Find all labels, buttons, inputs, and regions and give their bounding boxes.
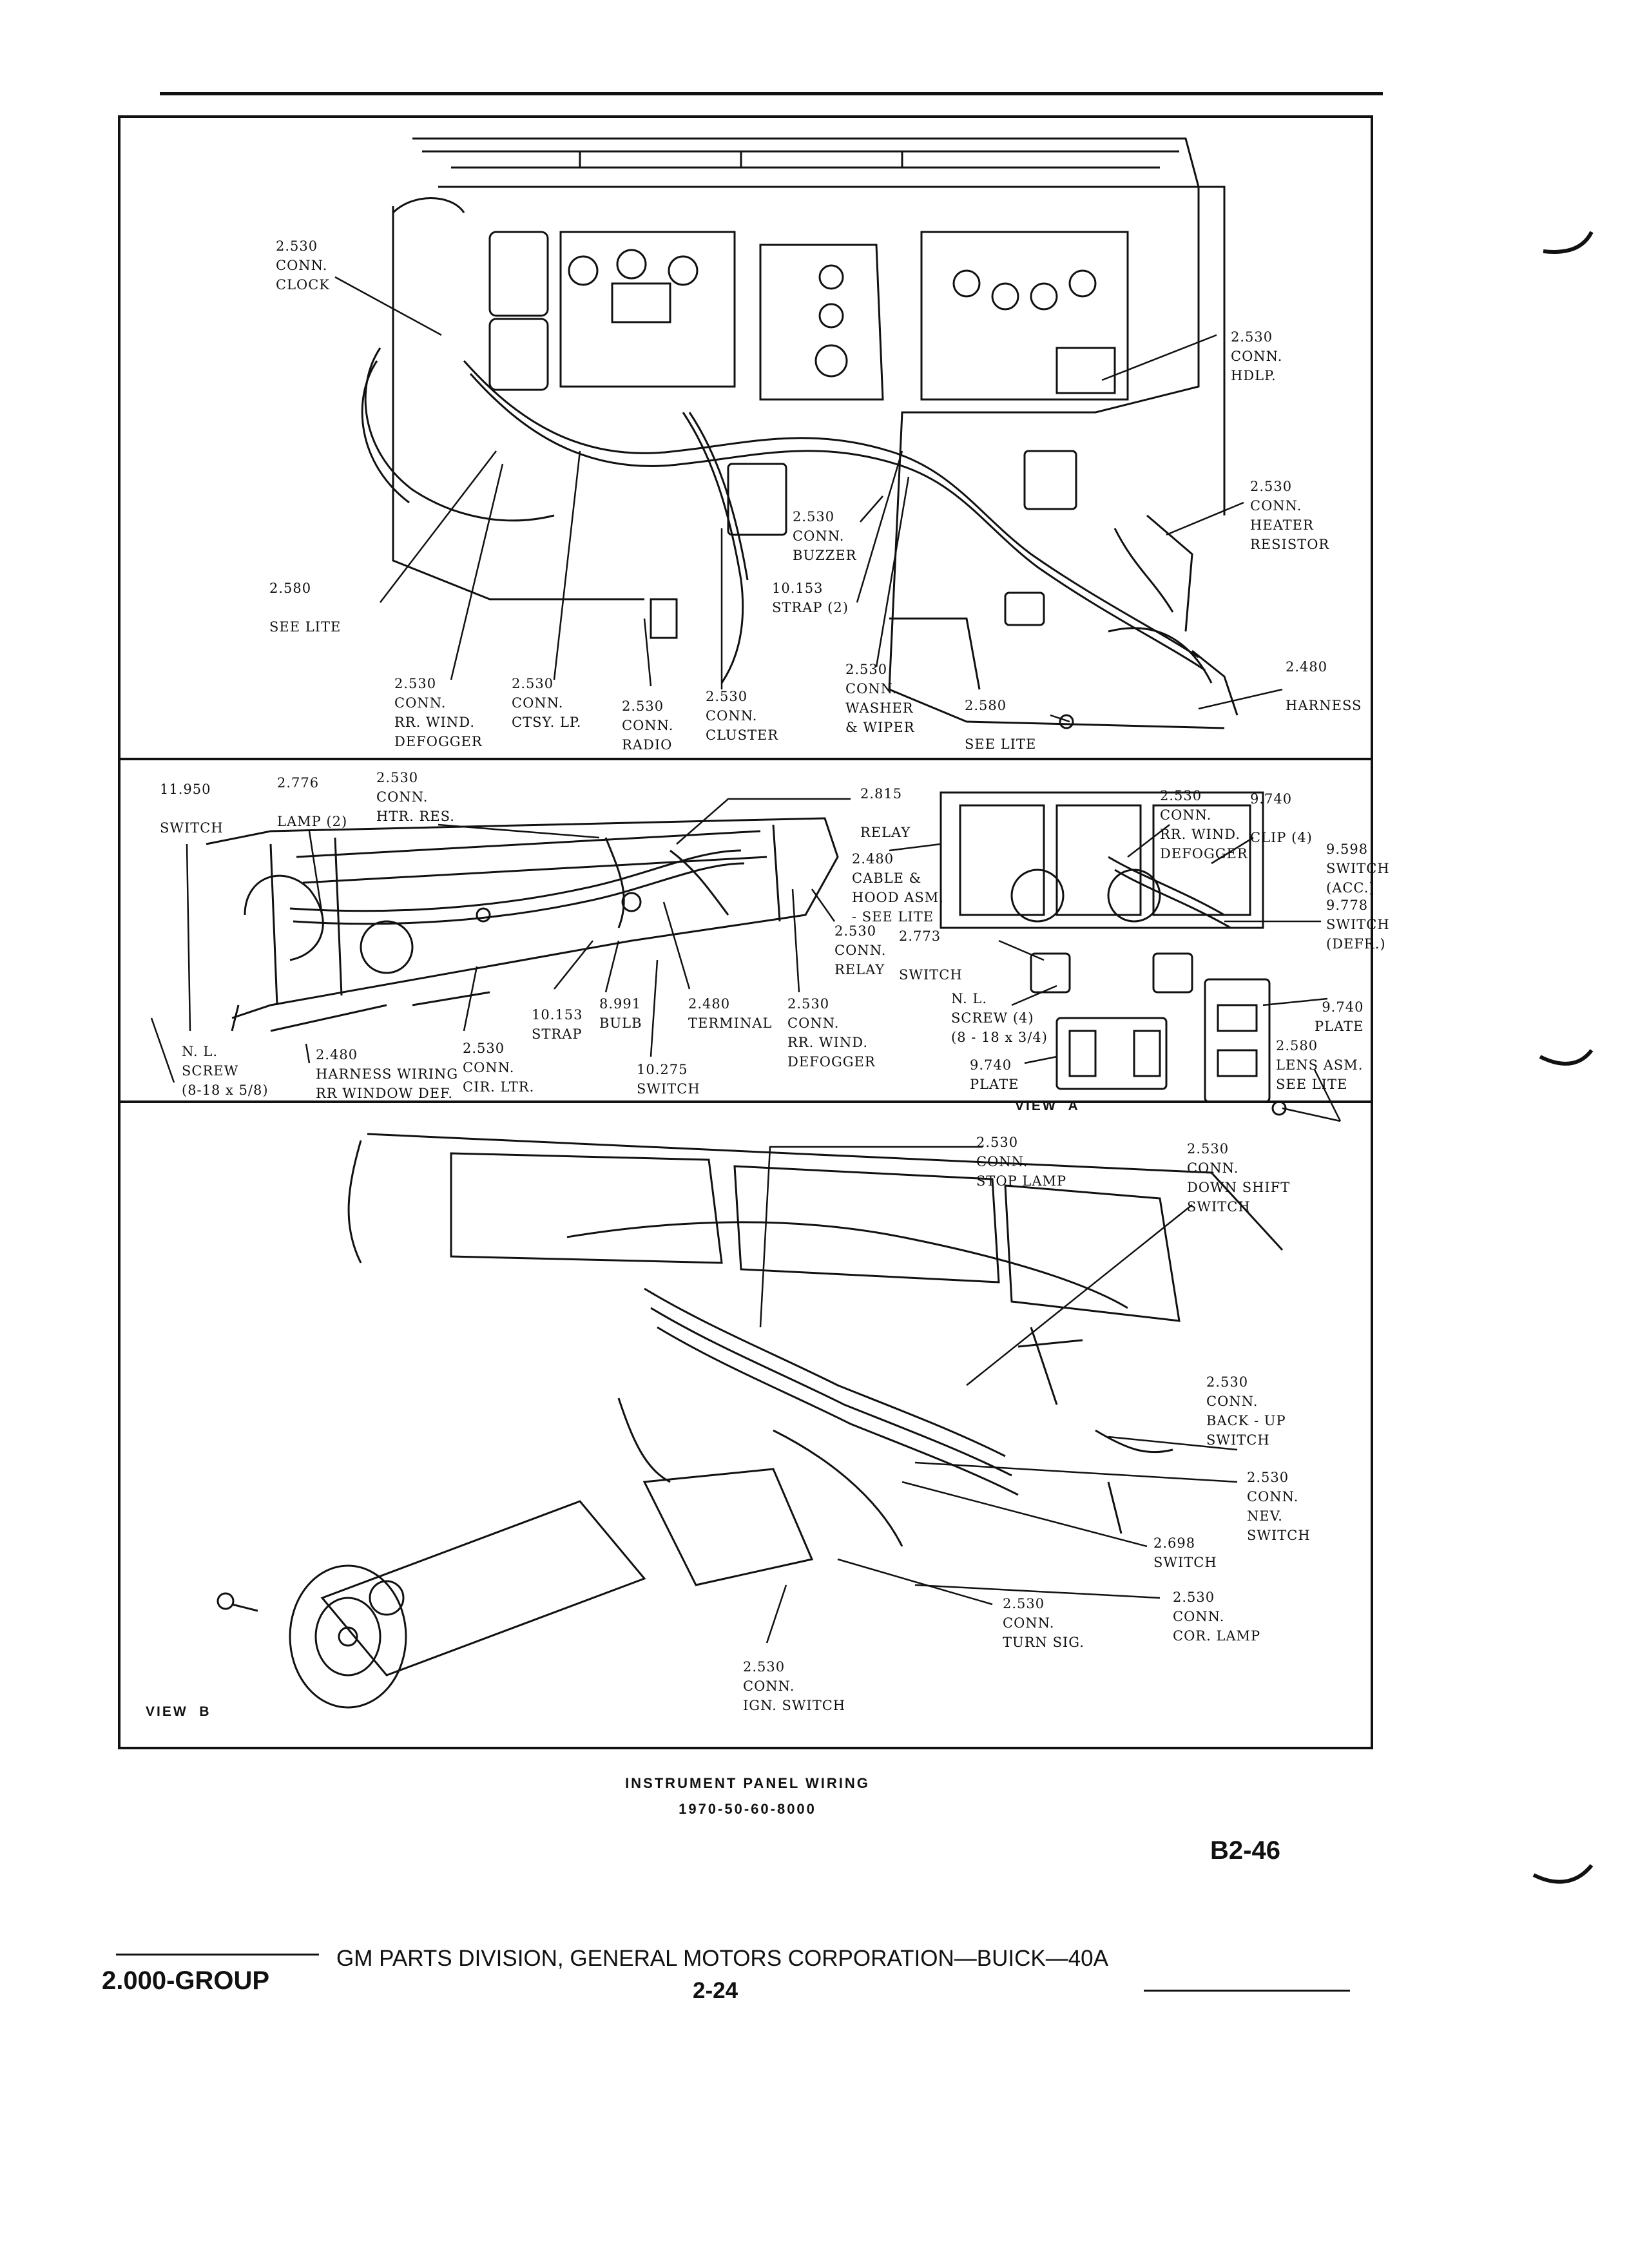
label-bulb: 8.991 BULB	[599, 996, 642, 1031]
label-harness: 2.480 HARNESS	[1286, 659, 1362, 713]
label-conn-back-up: 2.530 CONN. BACK - UP SWITCH	[1206, 1374, 1286, 1448]
label-relay-2815: 2.815 RELAY	[860, 786, 911, 840]
label-conn-nev-switch: 2.530 CONN. NEV. SWITCH	[1247, 1470, 1311, 1543]
label-cable-hood-asm: 2.480 CABLE & HOOD ASM. - SEE LITE	[852, 851, 944, 925]
label-switch-2773: 2.773 SWITCH	[899, 928, 963, 983]
footer-rule-left	[116, 1954, 319, 1956]
label-clip-4: 9.740	[1250, 791, 1293, 807]
label-plate-1: 9.740 PLATE	[970, 1057, 1019, 1092]
label-see-lite-2: 2.580 SEE LITE	[965, 698, 1037, 752]
label-nl-screw-1: N. L. SCREW (8-18 x 5/8)	[182, 1044, 269, 1098]
footer-company: GM PARTS DIVISION, GENERAL MOTORS CORPORATION—BUICK—40A	[336, 1946, 1108, 1971]
label-conn-rr-wind-defogger-2: 2.530 CONN. RR. WIND. DEFOGGER	[787, 996, 876, 1070]
label-see-lite-1: 2.580 SEE LITE	[269, 581, 342, 635]
label-lamp-2: 2.776 LAMP (2)	[277, 775, 348, 829]
label-conn-radio: 2.530 CONN. RADIO	[622, 698, 674, 753]
label-nl-screw-4: N. L. SCREW (4) (8 - 18 x 3/4)	[951, 991, 1048, 1045]
label-conn-cor-lamp: 2.530 CONN. COR. LAMP	[1173, 1590, 1261, 1644]
page-code: B2-46	[1210, 1836, 1280, 1865]
label-conn-cluster: 2.530 CONN. CLUSTER	[706, 689, 779, 743]
label-conn-heater-resistor: 2.530 CONN. HEATER RESISTOR	[1250, 479, 1330, 552]
label-conn-buzzer: 2.530 CONN. BUZZER	[793, 509, 857, 563]
label-clip-4-text: CLIP (4)	[1250, 830, 1313, 845]
footer-group: 2.000-GROUP	[102, 1966, 270, 1995]
label-lens-asm: 2.580 LENS ASM. SEE LITE	[1276, 1038, 1364, 1092]
figure-subtitle: 1970-50-60-8000	[679, 1801, 816, 1817]
label-switch-10275: 10.275 SWITCH	[637, 1062, 700, 1097]
label-view-a: VIEW A	[1015, 1099, 1080, 1113]
label-conn-clock: 2.530 CONN. CLOCK	[276, 238, 330, 293]
label-conn-relay: 2.530 CONN. RELAY	[834, 923, 887, 977]
label-switch-defr: 9.778 SWITCH (DEFR.)	[1326, 898, 1390, 952]
figure-title: INSTRUMENT PANEL WIRING	[625, 1775, 870, 1791]
label-conn-turn-sig: 2.530 CONN. TURN SIG.	[1003, 1596, 1084, 1650]
label-conn-rr-wind-defogger: 2.530 CONN. RR. WIND. DEFOGGER	[394, 676, 483, 749]
label-conn-htr-res: 2.530 CONN. HTR. RES.	[376, 770, 455, 824]
label-conn-down-shift: 2.530 CONN. DOWN SHIFT SWITCH	[1187, 1141, 1291, 1215]
label-conn-washer-wiper: 2.530 CONN. WASHER & WIPER	[845, 662, 915, 735]
label-view-b: VIEW B	[146, 1704, 211, 1719]
label-harness-wiring: 2.480 HARNESS WIRING RR WINDOW DEF.	[316, 1047, 459, 1101]
label-conn-hdlp: 2.530 CONN. HDLP.	[1231, 329, 1283, 383]
label-terminal: 2.480 TERMINAL	[688, 996, 773, 1031]
footer-page-number: 2-24	[693, 1978, 738, 2003]
label-conn-ign-switch: 2.530 CONN. IGN. SWITCH	[743, 1659, 846, 1713]
label-switch-2698: 2.698 SWITCH	[1153, 1535, 1217, 1570]
label-conn-stop-lamp: 2.530 CONN. STOP LAMP	[976, 1135, 1067, 1189]
label-strap: 10.153 STRAP	[532, 1007, 583, 1042]
label-switch-acc: 9.598 SWITCH (ACC.)	[1326, 841, 1390, 896]
footer-rule-right	[1144, 1990, 1350, 1992]
label-conn-ctsy-lp: 2.530 CONN. CTSY. LP.	[512, 676, 582, 730]
label-plate-2: 9.740 PLATE	[1315, 999, 1364, 1034]
label-view-a-rr-wind: 2.530 CONN. RR. WIND. DEFOGGER	[1160, 788, 1248, 861]
label-switch-11950: 11.950 SWITCH	[160, 782, 224, 836]
label-conn-cir-ltr: 2.530 CONN. CIR. LTR.	[463, 1041, 535, 1095]
label-strap-2: 10.153 STRAP (2)	[772, 581, 849, 615]
